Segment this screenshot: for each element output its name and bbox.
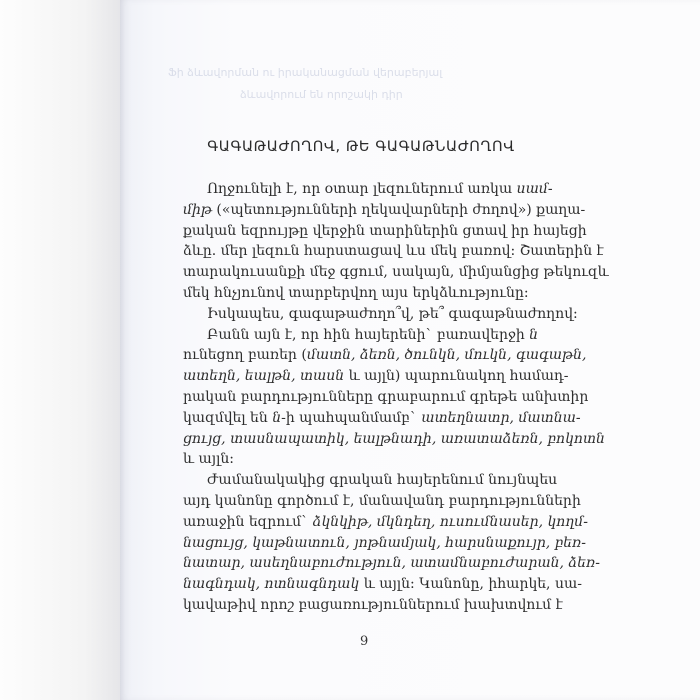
text-run: և այլն) պարունակող համադ- [344,368,569,385]
text-line [183,200,586,221]
text-run: միթ [183,201,212,218]
text-run: մատն, ձեռն, ծունկն, մուկն, գագաթն, [306,347,587,364]
text-line [183,512,588,533]
body-text [183,179,609,616]
text-run: ատեղնատր, մատնա- [421,409,581,426]
text-line [183,345,587,366]
text-run: այդ կանոնը գործում է, մանավանդ բարդությունների [183,492,581,509]
text-run: առաջին եզրում` [183,513,313,530]
text-run: ձկնկիթ, մկնդեղ, ուսումնասեր, կողմ- [312,513,588,530]
text-run: և այլն: Կանոնը, իհարկե, սա- [359,576,582,593]
section-heading: ԳԱԳԱԹԱԺՈՂՈՎ, ԹԵ ԳԱԳԱԹՆԱԺՈՂՈՎ [207,139,515,155]
text-line [183,429,605,450]
text-line [183,387,589,408]
text-line [183,408,581,429]
text-line [183,470,558,491]
text-line [183,283,533,304]
text-line [183,553,600,574]
text-run: Ողջունելի է, որ օտար լեզուներում առկա [207,181,517,197]
scan-margin [0,0,120,700]
page-number: 9 [360,634,369,649]
text-line [183,304,578,325]
text-run: ունեցող բառեր ( [183,347,307,364]
text-run: տարակուսանքի մեջ գցում, սակայն, միմյանցից թեկուզև [183,264,609,281]
text-run: ցույց, տասնապատիկ, եալթնադի, առատաձեռն, բոկոտն [183,430,605,447]
text-run: նատար, ասեղնաբուժություն, ատամնաբուժարան, ձեռ- [183,555,600,572]
text-line [183,366,569,387]
text-line [183,533,586,554]
bleed-through-line: ձևավորում են որոշակի դիր [240,88,403,101]
text-run: Ժամանակակից գրական հայերենում նույնպես [207,472,558,489]
text-line [183,325,539,346]
text-run: քական եզրույթը վերջին տարիներին ցտավ իր հայեցի [183,222,587,239]
text-run: կավաթիվ որոշ բացառություններում խախտվում է [183,596,563,613]
text-run: կազմվել են [183,409,273,426]
text-line [183,595,563,616]
text-line [183,221,587,242]
bleed-through-line: Ֆի ձևավորման ու իրականացման վերաբերյալ [168,66,443,79]
text-run: րական բարդությունները գրաբարում գրեթե անխտիր [183,388,589,405]
text-run: նացույց, կաթնատուն, յոթնամյակ, հարսնաքույր, բեռ- [183,534,586,551]
text-run: ատեղն, եալթն, տասն [183,368,345,385]
text-run: -ի պահպանմամբ` [281,409,422,426]
text-run: սամ- [516,181,553,197]
text-line [183,449,533,470]
text-line [183,241,604,262]
text-run: ն [529,326,539,343]
text-run: ձևը. մեր լեզուն հարստացավ ևս մեկ բառով: Շատերին է [183,243,604,260]
text-line [183,491,581,512]
text-run: ն [272,409,282,426]
text-run: և այլն: [183,451,234,468]
text-run: նագնդակ, ոտնագնդակ [183,576,360,593]
text-line [183,574,582,595]
text-run: Բանն այն է, որ հին հայերենի` բառավերջի [207,326,530,343]
text-line [183,262,609,283]
text-line [183,179,553,200]
text-run: («պետությունների ղեկավարների ժողով») քաղա- [211,201,586,218]
text-run: Իսկապես, գագաթաժողո՞վ, թե՞ գագաթնաժողով: [207,305,578,322]
text-run: մեկ հնչյունով տարբերվող այս երկձևությունը: [183,284,529,301]
